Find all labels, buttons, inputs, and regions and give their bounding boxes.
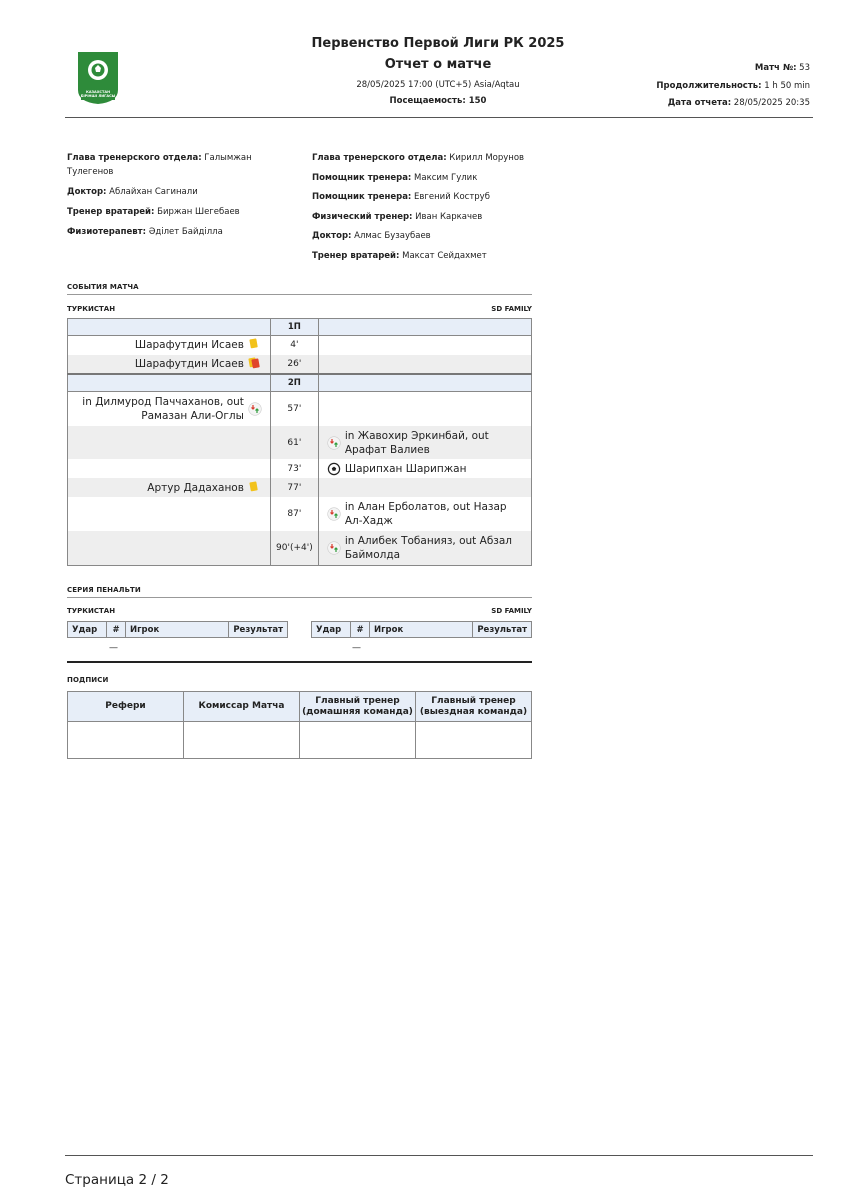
penalties-section-title: СЕРИЯ ПЕНАЛЬТИ xyxy=(67,586,532,598)
staff-item xyxy=(67,185,272,199)
col-result: Результат xyxy=(473,622,532,638)
sig-referee-box[interactable] xyxy=(68,722,184,759)
events-away-team: SD FAMILY xyxy=(491,305,532,313)
sig-commissioner-box[interactable] xyxy=(184,722,300,759)
event-minute: 61' xyxy=(270,426,318,459)
match-duration xyxy=(656,81,810,91)
yellow-card-icon xyxy=(248,338,262,352)
sig-home-coach-box[interactable] xyxy=(300,722,416,759)
penalties-divider xyxy=(67,661,532,663)
event-minute: 73' xyxy=(270,459,318,478)
header-divider xyxy=(65,117,813,118)
logo-text-1: КАЗАХСТАН xyxy=(85,90,111,94)
page-title: Первенство Первой Лиги РК 2025 xyxy=(311,36,565,51)
report-date xyxy=(668,98,810,108)
event-row xyxy=(68,497,532,531)
half-header-row xyxy=(68,374,532,392)
staff-name: Максим Гулик xyxy=(414,172,478,183)
event-home-player: Артур Дадаханов xyxy=(147,481,244,494)
goal-icon xyxy=(327,462,341,476)
events-section-title: СОБЫТИЯ МАТЧА xyxy=(67,283,532,295)
staff-role: Помощник тренера: xyxy=(312,192,412,203)
page-subtitle: Отчет о матче xyxy=(384,57,492,72)
event-row xyxy=(68,336,532,355)
staff-item xyxy=(312,190,542,204)
substitution-icon xyxy=(327,507,341,521)
sig-away-coach-label: Главный тренер xyxy=(431,695,516,706)
staff-name: Алмас Бузаубаев xyxy=(354,231,431,242)
report-date-value: 28/05/2025 20:35 xyxy=(733,98,810,108)
penalties-home-team: ТУРКИСТАН xyxy=(67,607,116,615)
logo-text-2: БІРІНШІ ЛИГАСЫ xyxy=(80,94,116,98)
staff-item xyxy=(312,171,542,185)
half-label: 2П xyxy=(270,374,318,392)
staff-role: Тренер вратарей: xyxy=(312,250,400,261)
event-minute: 87' xyxy=(270,497,318,531)
page-number: Страница 2 / 2 xyxy=(65,1172,169,1188)
sig-commissioner: Комиссар Матча xyxy=(184,692,300,722)
report-date-label: Дата отчета: xyxy=(667,98,732,108)
staff-name: Әділет Байділла xyxy=(148,227,223,237)
staff-role: Тренер вратарей: xyxy=(67,207,155,217)
substitution-icon xyxy=(327,436,341,450)
penalties-home-table xyxy=(67,621,288,638)
penalties-away-table xyxy=(311,621,532,638)
col-kick: Удар xyxy=(312,622,351,638)
staff-role: Физиотерапевт: xyxy=(67,227,146,237)
col-number: # xyxy=(107,622,126,638)
match-number-value: 53 xyxy=(799,63,810,73)
away-staff xyxy=(312,151,542,263)
sig-home-coach-note: (домашняя команда) xyxy=(302,706,413,717)
event-minute: 90'(+4') xyxy=(270,531,318,565)
substitution-icon xyxy=(248,402,262,416)
substitution-icon xyxy=(327,541,341,555)
event-minute: 57' xyxy=(270,391,318,426)
event-away-player: in Жавохир Эркинбай, out Арафат Валиев xyxy=(344,429,489,456)
attendance-label: Посещаемость: xyxy=(389,96,466,106)
event-row xyxy=(68,355,532,374)
penalties-home-empty: — xyxy=(109,643,118,653)
sig-home-coach xyxy=(300,692,416,722)
event-home-player: Шарафутдин Исаев xyxy=(134,339,244,352)
staff-item xyxy=(67,225,272,239)
event-minute: 4' xyxy=(270,336,318,355)
penalties-away-empty: — xyxy=(352,643,361,653)
duration-label: Продолжительность: xyxy=(656,81,762,91)
penalties-away-team: SD FAMILY xyxy=(491,607,532,615)
second-yellow-card-icon xyxy=(248,357,262,371)
sig-away-coach-box[interactable] xyxy=(416,722,532,759)
staff-name: Биржан Шегебаев xyxy=(157,207,240,217)
staff-role: Глава тренерского отдела: xyxy=(67,153,202,163)
staff-name: Галымжан Тулегенов xyxy=(67,153,252,177)
events-home-team: ТУРКИСТАН xyxy=(67,305,116,313)
staff-item xyxy=(312,210,542,224)
sig-away-coach xyxy=(416,692,532,722)
staff-role: Помощник тренера: xyxy=(312,172,412,183)
event-minute: 26' xyxy=(270,355,318,374)
event-home-player: Шарафутдин Исаев xyxy=(134,357,244,370)
staff-item xyxy=(67,205,272,219)
event-away-player: in Алан Ерболатов, out Назар Ал-Хадж xyxy=(344,501,507,527)
half-header-row xyxy=(68,319,532,336)
staff-item xyxy=(312,151,542,165)
signatures-section-title: ПОДПИСИ xyxy=(67,676,109,684)
staff-role: Доктор: xyxy=(67,187,107,197)
attendance-value: 150 xyxy=(468,96,487,106)
staff-role: Доктор: xyxy=(312,231,352,242)
event-row xyxy=(68,459,532,478)
home-staff xyxy=(67,151,272,239)
match-datetime: 28/05/2025 17:00 (UTC+5) Asia/Aqtau xyxy=(356,80,520,90)
event-away-player: Шарипхан Шарипжан xyxy=(344,462,467,475)
event-row xyxy=(68,478,532,497)
col-number: # xyxy=(351,622,370,638)
staff-item xyxy=(312,229,542,243)
event-away-player: in Алибек Тобанияз, out Абзал Баймолда xyxy=(344,534,513,561)
col-result: Результат xyxy=(229,622,288,638)
event-minute: 77' xyxy=(270,478,318,497)
staff-name: Аблайхан Сагинали xyxy=(109,187,198,197)
staff-role: Физический тренер: xyxy=(312,211,413,222)
footer-divider xyxy=(65,1155,813,1156)
yellow-card-icon xyxy=(248,481,262,495)
staff-name: Кирилл Морунов xyxy=(449,153,525,163)
event-row xyxy=(68,391,532,426)
half-label: 1П xyxy=(270,319,318,336)
staff-item xyxy=(312,249,542,263)
events-table xyxy=(67,318,532,566)
col-player: Игрок xyxy=(126,622,229,638)
match-number xyxy=(755,63,810,73)
col-player: Игрок xyxy=(370,622,473,638)
staff-name: Максат Сейдахмет xyxy=(402,250,487,261)
col-kick: Удар xyxy=(68,622,107,638)
event-row xyxy=(68,531,532,565)
staff-name: Евгений Коструб xyxy=(414,192,490,203)
event-home-player: in Дилмурод Паччаханов, out Рамазан Али-Оглы xyxy=(82,395,244,422)
staff-role: Глава тренерского отдела: xyxy=(312,153,447,163)
event-row xyxy=(68,426,532,459)
sig-away-coach-note: (выездная команда) xyxy=(419,706,528,717)
staff-item xyxy=(67,151,272,179)
sig-home-coach-label: Главный тренер xyxy=(315,695,400,706)
sig-referee: Рефери xyxy=(68,692,184,722)
duration-value: 1 h 50 min xyxy=(764,81,810,91)
staff-name: Иван Каркачев xyxy=(415,211,483,222)
match-number-label: Матч №: xyxy=(754,63,797,73)
signatures-table xyxy=(67,691,532,759)
